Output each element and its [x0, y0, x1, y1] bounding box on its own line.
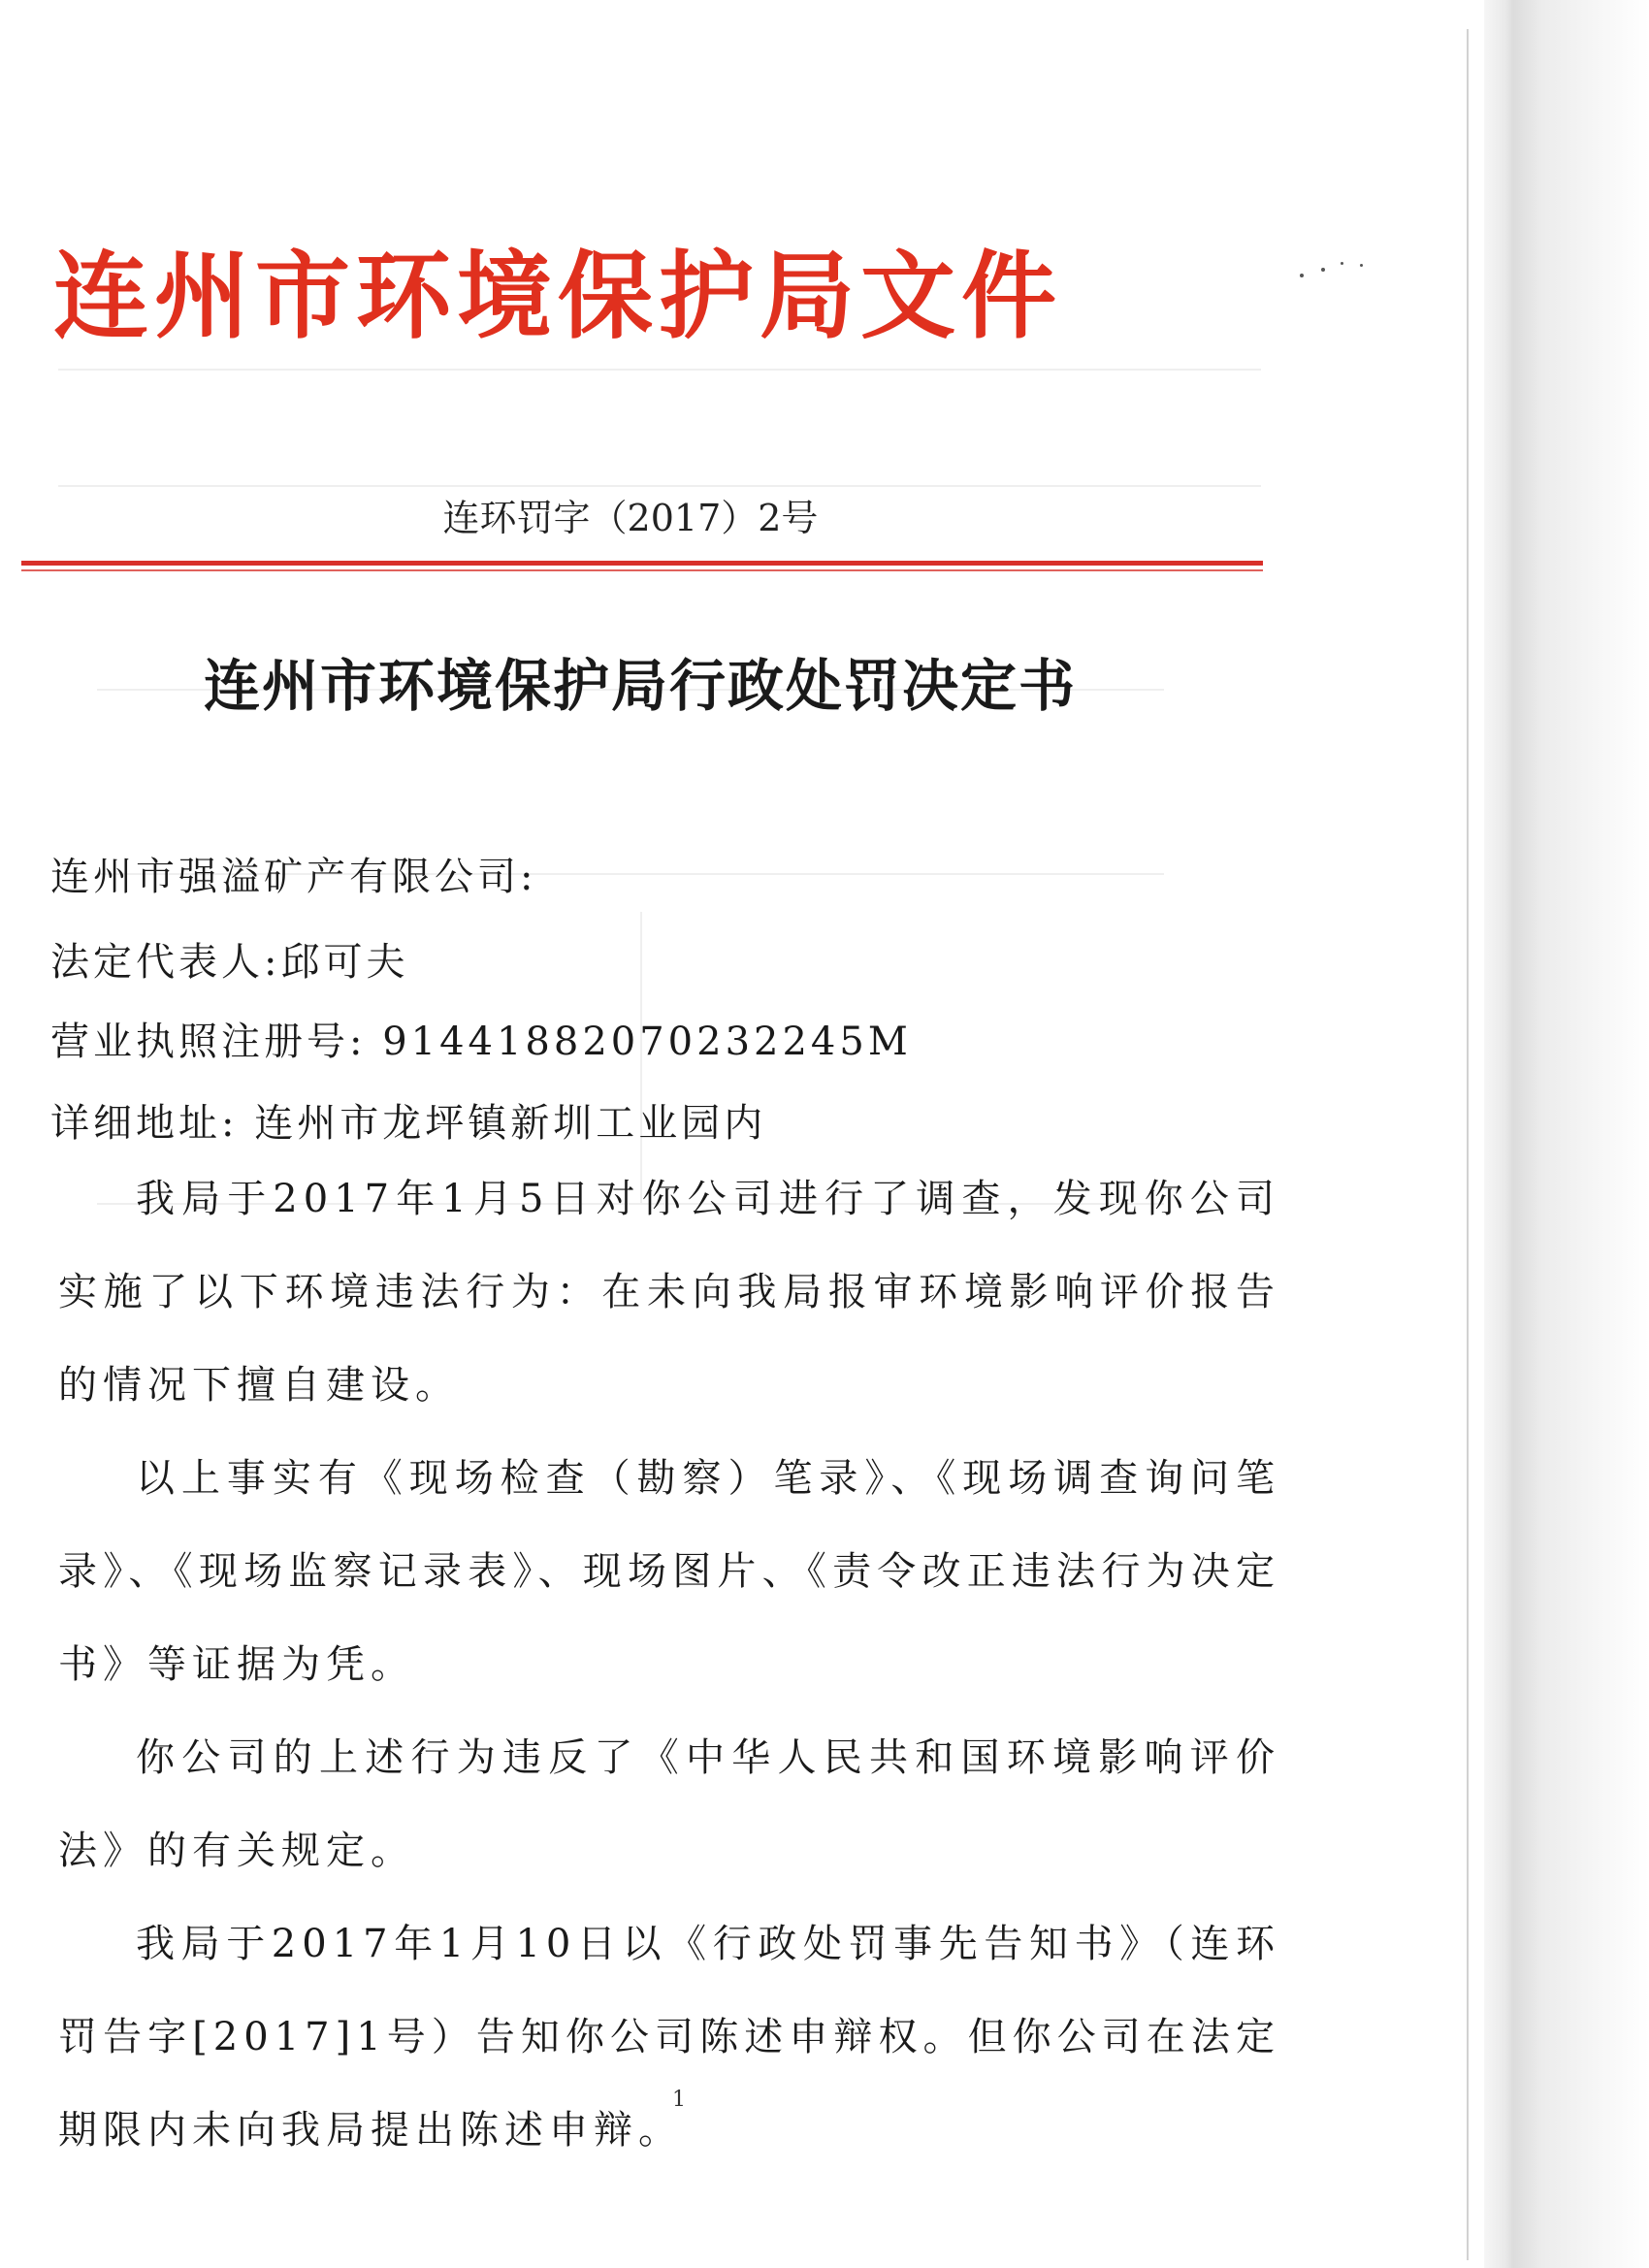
red-header-rule-thin: [21, 569, 1263, 571]
paragraph-notice: 我局于2017年1月10日以《行政处罚事先告知书》（连环罚告字[2017]1号）告知你公司陈述申辩权。但你公司在法定期限内未向我局提出陈述申辩。: [58, 1922, 1280, 2153]
agency-file-header: 连州市环境保护局文件: [53, 241, 1063, 352]
paragraph-violation: 你公司的上述行为违反了《中华人民共和国环境影响评价法》的有关规定。: [58, 1735, 1280, 1873]
paragraph-investigation: 我局于2017年1月5日对你公司进行了调查，发现你公司实施了以下环境违法行为：在未向我局报审环境影响评价报告的情况下擅自建设。: [58, 1177, 1280, 1408]
scan-speck: [1321, 268, 1325, 272]
scan-speck: [1341, 262, 1343, 265]
detailed-address: 详细地址: 连州市龙坪镇新圳工业园内: [50, 1101, 767, 1146]
paragraph-evidence: 以上事实有《现场检查（勘察）笔录》、《现场调查询问笔录》、《现场监察记录表》、现场图片、《责令改正违法行为决定书》等证据为凭。: [58, 1456, 1280, 1687]
document-number: 连环罚字（2017）2号: [442, 497, 819, 539]
page-number: 1: [672, 2088, 686, 2112]
decision-title: 连州市环境保护局行政处罚决定书: [203, 653, 1077, 719]
scanner-edge-shadow: [1484, 0, 1649, 2268]
red-header-rule: [21, 561, 1263, 566]
legal-representative: 法定代表人:邱可夫: [50, 940, 409, 985]
page-edge-line: [1467, 29, 1469, 2260]
business-license-number: 营业执照注册号: 91441882070232245M: [50, 1020, 912, 1064]
scan-speck: [1300, 274, 1304, 277]
company-name: 连州市强溢矿产有限公司:: [50, 855, 537, 899]
scan-speck: [1360, 264, 1363, 267]
decision-body: [58, 1152, 1280, 2177]
